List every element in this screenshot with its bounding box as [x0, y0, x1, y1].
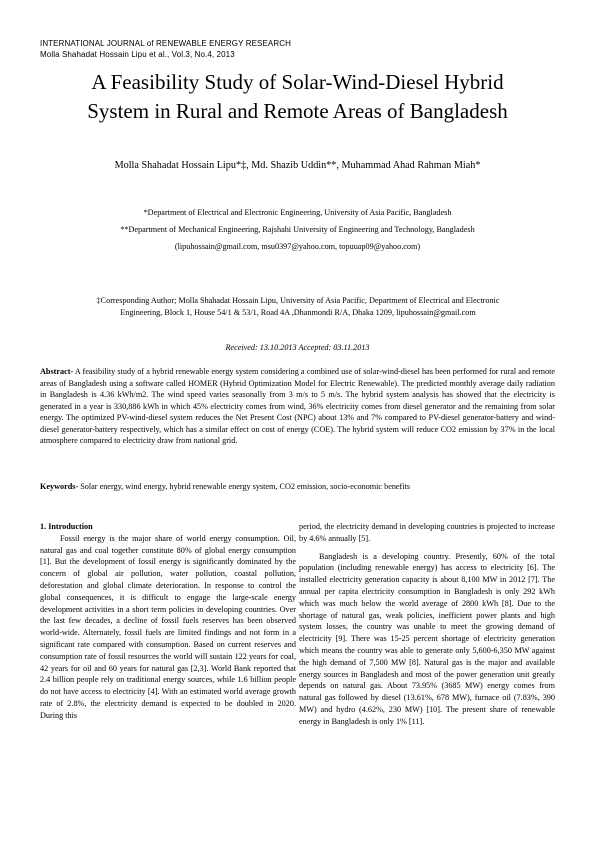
abstract-label: Abstract-: [40, 367, 74, 376]
journal-header: [40, 38, 291, 60]
abstract: [40, 366, 555, 447]
intro-paragraph-1: Fossil energy is the major share of world energy consumption. Oil, natural gas and coal together constitute 80% of global energy consumption [1]. But the development of fossil energy is significantly dominated by the concern of global air pollution, water pollution, coastal pollution, deforestation and global climate deterioration. In response to control the global consequences, it is difficult to engage the large-scale energy development activities in a short term policies in developing countries. Over the last few decades, a decline of fossil fuels reserves has been observed world-wide. Alternately, fossil fuels are limited findings and not form in a significant rate compared with consumption. Based on current reserves and consumption rate of fossil resources the world will sustain 122 years for coal, 42 years for oil and 60 years for natural gas [2,3]. World Bank reported that 2.4 billion people rely on traditional energy sources, while 1.6 billion people do not have access to electricity [4]. With an estimated world average growth rate of 2.8%, the electricity demand is expected to be doubled in 2020. During this: [40, 533, 296, 720]
received-accepted-dates: Received: 13.10.2013 Accepted: 03.11.2013: [225, 343, 370, 352]
author-emails: (lipuhossain@gmail.com, msu0397@yahoo.com, topuuap09@yahoo.com): [174, 242, 421, 251]
section-heading-introduction: 1. Introduction: [40, 522, 93, 531]
intro-paragraph-2: Bangladesh is a developing country. Presently, 60% of the total population (including renewable energy) has access to electricity [6]. The installed electricity generation capacity is about 8,100 MW in 2012 [7]. The annual per capita electricity consumption in Bangladesh is only 292 kWh which was much below the world average of 2800 kWh [8]. Due to the shortage of natural gas, weak policies, inefficient power plants and high system losses, the country was unable to meet the growing demand of electricity [9]. There was 15-25 percent shortage of electricity generation which means the country was able to generate only 5,600-6,350 MW against the high demand of 7,500 MW [8]. Natural gas is the major and available energy sources in Bangladesh and most of the power generation unit greatly depends on natural gas. About 73.95% (3685 MW) energy comes from natural gas followed by diesel (13.61%, 678 MW), furnace oil (7.83%, 390 MW) and hydro (4.62%, 230 MW) [10]. The present share of renewable energy in Bangladesh is only 1% [11].: [299, 551, 555, 726]
author-list: Molla Shahadat Hossain Lipu*‡, Md. Shazib Uddin**, Muhammad Ahad Rahman Miah*: [114, 160, 481, 171]
journal-citation: Molla Shahadat Hossain Lipu et al., Vol.3, No.4, 2013: [40, 50, 235, 59]
paper-title-line-2: System in Rural and Remote Areas of Bangladesh: [87, 99, 508, 123]
abstract-text: A feasibility study of a hybrid renewable energy system considering a combined use of solar-wind-diesel has been performed for rural and remote areas of Bangladesh using a software called HOMER (Hybrid Optimization Model for Electric Renewable). The predicted monthly average daily radiation in Bangladesh is 4.36 kWh/m2. The wind speed varies seasonally from 3 m/s to 5 m/s. The hybrid system analysis has showed that the electricity is generated in a year is 330,886 kWh in which 45% electricity comes from wind, 36% electricity comes from diesel generator and the remaining from solar energy. The optimized PV-wind-diesel system reduces the Net Present Cost (NPC) about 13% and 7% compared to PV-diesel generator-battery and wind-diesel generator-battery respectively, which has a similar effect on cost of energy (COE). The hybrid system will reduce CO2 emission by 37% in the local atmosphere compared to electricity draw from national grid.: [40, 367, 555, 445]
keywords-text: Solar energy, wind energy, hybrid renewable energy system, CO2 emission, socio-economic benefits: [78, 482, 411, 491]
affiliation-2: **Department of Mechanical Engineering, Rajshahi University of Engineering and Technology, Bangladesh: [120, 225, 475, 234]
keywords-label: Keywords-: [40, 482, 79, 491]
intro-paragraph-1-continued: period, the electricity demand in developing countries is projected to increase by 4.6% annually [5].: [299, 522, 555, 543]
left-column: [40, 521, 296, 722]
keywords: [40, 482, 555, 491]
corresponding-author: [48, 295, 548, 319]
journal-name: INTERNATIONAL JOURNAL of RENEWABLE ENERGY RESEARCH: [40, 39, 291, 48]
corresponding-author-line-2: Engineering, Block 1, House 54/1 & 53/1, Road 4A ,Dhanmondi R/A, Dhaka 1209, lipuhossain@gmail.com: [120, 308, 476, 317]
right-column: [299, 521, 555, 728]
paper-title-line-1: A Feasibility Study of Solar-Wind-Diesel Hybrid: [91, 70, 504, 94]
affiliation-1: *Department of Electrical and Electronic Engineering, University of Asia Pacific, Bangladesh: [143, 208, 452, 217]
corresponding-author-line-1: ‡Corresponding Author; Molla Shahadat Hossain Lipu, University of Asia Pacific, Department of Electrical and Electronic: [96, 296, 500, 305]
paper-title: [40, 68, 555, 126]
